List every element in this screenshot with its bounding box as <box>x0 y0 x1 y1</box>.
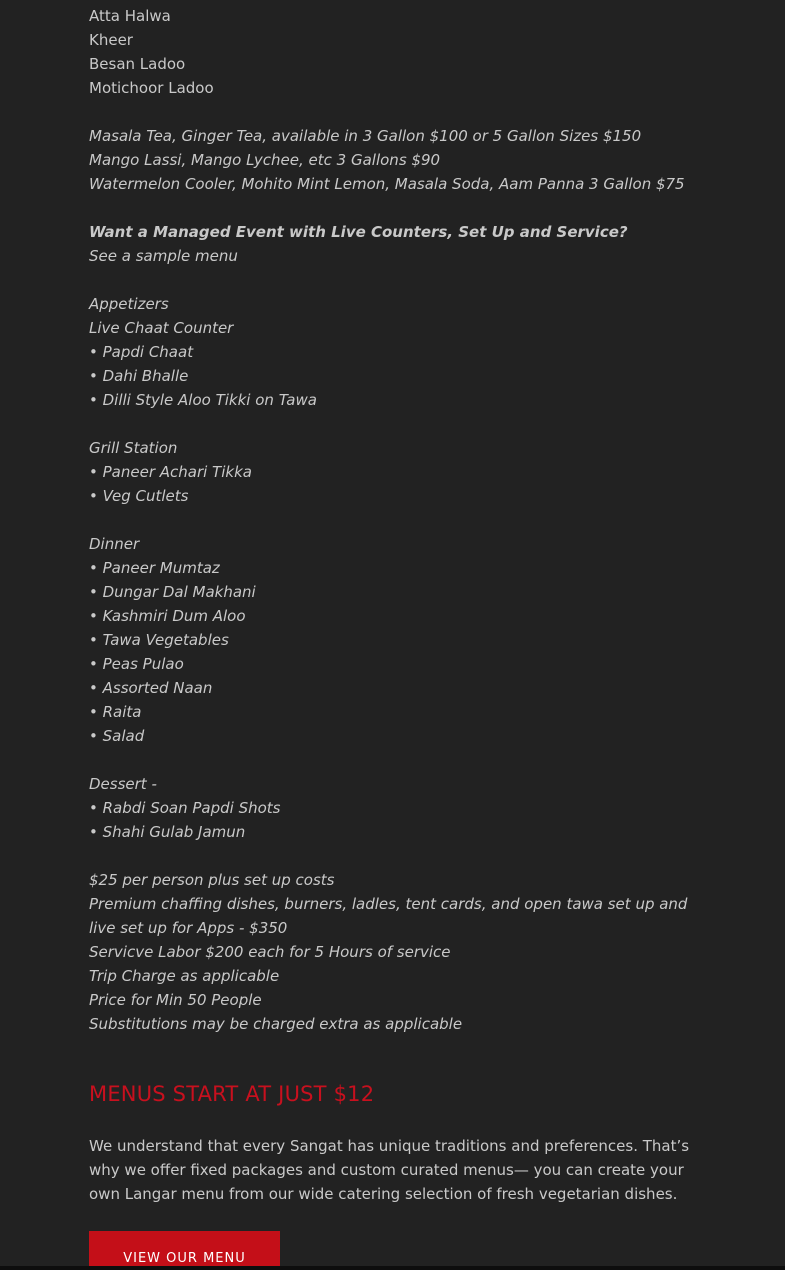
list-item: • Dungar Dal Makhani <box>89 583 256 601</box>
drink-item: Watermelon Cooler, Mohito Mint Lemon, Masala Soda, Aam Panna 3 Gallon $75 <box>89 175 685 193</box>
list-item: • Rabdi Soan Papdi Shots <box>89 799 281 817</box>
menus-description: We understand that every Sangat has unique traditions and preferences. That’s why we offer fixed packages and custom curated menus— you can create your own Langar menu from our wide catering selection of fresh vegetarian dishes. <box>89 1137 690 1203</box>
list-item: • Paneer Mumtaz <box>89 559 220 577</box>
list-item: • Kashmiri Dum Aloo <box>89 607 246 625</box>
dinner-title: Dinner <box>89 535 140 553</box>
menu-content <box>89 4 709 1036</box>
menu-item: Motichoor Ladoo <box>89 79 214 97</box>
list-item: • Salad <box>89 727 145 745</box>
drink-item: Masala Tea, Ginger Tea, available in 3 Gallon $100 or 5 Gallon Sizes $150 <box>89 127 642 145</box>
list-item: • Assorted Naan <box>89 679 213 697</box>
menu-item: Atta Halwa <box>89 7 171 25</box>
pricing-line: Substitutions may be charged extra as applicable <box>89 1015 463 1033</box>
menu-item: Kheer <box>89 31 133 49</box>
pricing-line: Price for Min 50 People <box>89 991 262 1009</box>
appetizers-title: Appetizers <box>89 295 169 313</box>
list-item: • Shahi Gulab Jamun <box>89 823 246 841</box>
pricing-line: Servicve Labor $200 each for 5 Hours of service <box>89 943 451 961</box>
list-item: • Peas Pulao <box>89 655 184 673</box>
drink-item: Mango Lassi, Mango Lychee, etc 3 Gallons $90 <box>89 151 441 169</box>
appetizers-subtitle: Live Chaat Counter <box>89 319 234 337</box>
list-item: • Dahi Bhalle <box>89 367 189 385</box>
pricing-line: Trip Charge as applicable <box>89 967 280 985</box>
grill-title: Grill Station <box>89 439 178 457</box>
view-menu-button[interactable]: VIEW OUR MENU <box>89 1231 280 1269</box>
pricing-line: $25 per person plus set up costs <box>89 871 335 889</box>
list-item: • Raita <box>89 703 142 721</box>
list-item: • Papdi Chaat <box>89 343 194 361</box>
list-item: • Paneer Achari Tikka <box>89 463 252 481</box>
list-item: • Tawa Vegetables <box>89 631 229 649</box>
sample-menu-link[interactable]: See a sample menu <box>89 247 238 265</box>
page-bottom-edge <box>0 1266 785 1270</box>
list-item: • Dilli Style Aloo Tikki on Tawa <box>89 391 317 409</box>
dessert-title: Dessert - <box>89 775 157 793</box>
menu-item: Besan Ladoo <box>89 55 186 73</box>
menus-heading: MENUS START AT JUST $12 <box>89 1082 375 1106</box>
managed-event-question: Want a Managed Event with Live Counters, Set Up and Service? <box>89 223 628 241</box>
pricing-line: Premium chaffing dishes, burners, ladles, tent cards, and open tawa set up and live set up for Apps - $350 <box>89 895 688 937</box>
list-item: • Veg Cutlets <box>89 487 189 505</box>
